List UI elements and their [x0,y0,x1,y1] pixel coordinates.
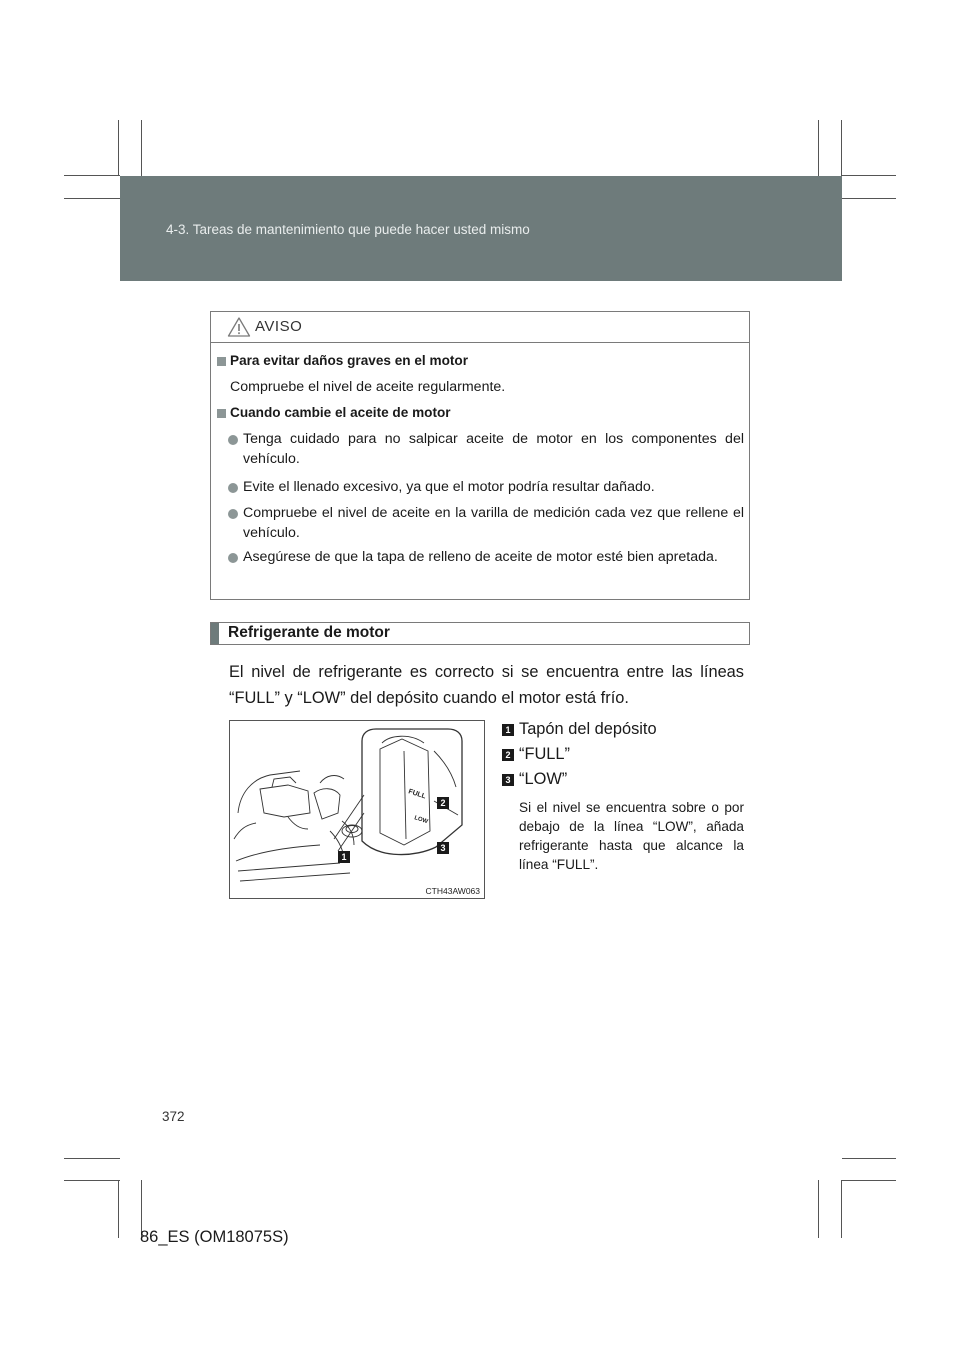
engine-bay-illustration [230,721,484,898]
callout-num-2: 2 [502,749,514,761]
header-band [120,176,842,281]
coolant-heading-text: Refrigerante de motor [228,624,390,641]
callout-label-3: “LOW” [519,770,568,788]
callout-label-2: “FULL” [519,745,570,763]
circle-bullet-icon [228,509,238,519]
callout-num-3: 3 [502,774,514,786]
page-number: 372 [162,1109,185,1124]
square-bullet-icon [217,409,226,418]
tank-low-label: LOW [413,815,429,826]
crop-mark [64,175,120,176]
warning-box [210,311,750,600]
tank-full-label: FULL [407,788,427,801]
warning-bullet-1: Tenga cuidado para no salpicar aceite de motor en los componentes del vehículo. [243,431,744,467]
warning-heading-1: Para evitar daños graves en el motor [230,353,468,368]
crop-mark [841,120,842,176]
warning-text-1: Compruebe el nivel de aceite regularmente. [230,379,506,395]
figure-callout-3: 3 [437,842,449,854]
crop-mark [64,198,120,199]
crop-mark [118,1180,119,1238]
warning-title: AVISO [255,318,303,335]
warning-triangle-icon [227,316,251,338]
coolant-heading [210,622,750,645]
crop-mark [818,1180,819,1238]
crop-mark [841,1180,842,1238]
heading-tab [211,623,219,644]
crop-mark [842,198,896,199]
warning-bullet-3: Compruebe el nivel de aceite en la varilla de medición cada vez que rellene el vehículo. [243,505,744,541]
crop-mark [842,1158,896,1159]
figure-callout-2: 2 [437,797,449,809]
section-header: 4-3. Tareas de mantenimiento que puede hacer usted mismo [166,222,530,237]
engine-bay-figure [229,720,485,899]
crop-mark [64,1180,120,1181]
square-bullet-icon [217,357,226,366]
crop-mark [64,1158,120,1159]
callout-num-1: 1 [502,724,514,736]
coolant-note: Si el nivel se encuentra sobre o por debajo de la línea “LOW”, añada refrigerante hasta que alcance la línea “FULL”. [519,800,744,872]
crop-mark [118,120,119,176]
crop-mark [842,175,896,176]
figure-code: CTH43AW063 [425,886,480,896]
callout-label-1: Tapón del depósito [519,720,657,738]
warning-bullet-2: Evite el llenado excesivo, ya que el motor podría resultar dañado. [243,479,655,495]
document-id: 86_ES (OM18075S) [140,1228,289,1246]
warning-bullet-4: Asegúrese de que la tapa de relleno de aceite de motor esté bien apretada. [243,549,718,565]
crop-mark [842,1180,896,1181]
circle-bullet-icon [228,435,238,445]
circle-bullet-icon [228,483,238,493]
crop-mark [141,120,142,176]
warning-heading-2: Cuando cambie el aceite de motor [230,405,451,420]
warning-title-row [211,312,749,343]
circle-bullet-icon [228,553,238,563]
crop-mark [818,120,819,176]
figure-callout-1: 1 [338,851,350,863]
coolant-intro: El nivel de refrigerante es correcto si se encuentra entre las líneas “FULL” y “LOW” del depósito cuando el motor está frío. [229,663,744,707]
